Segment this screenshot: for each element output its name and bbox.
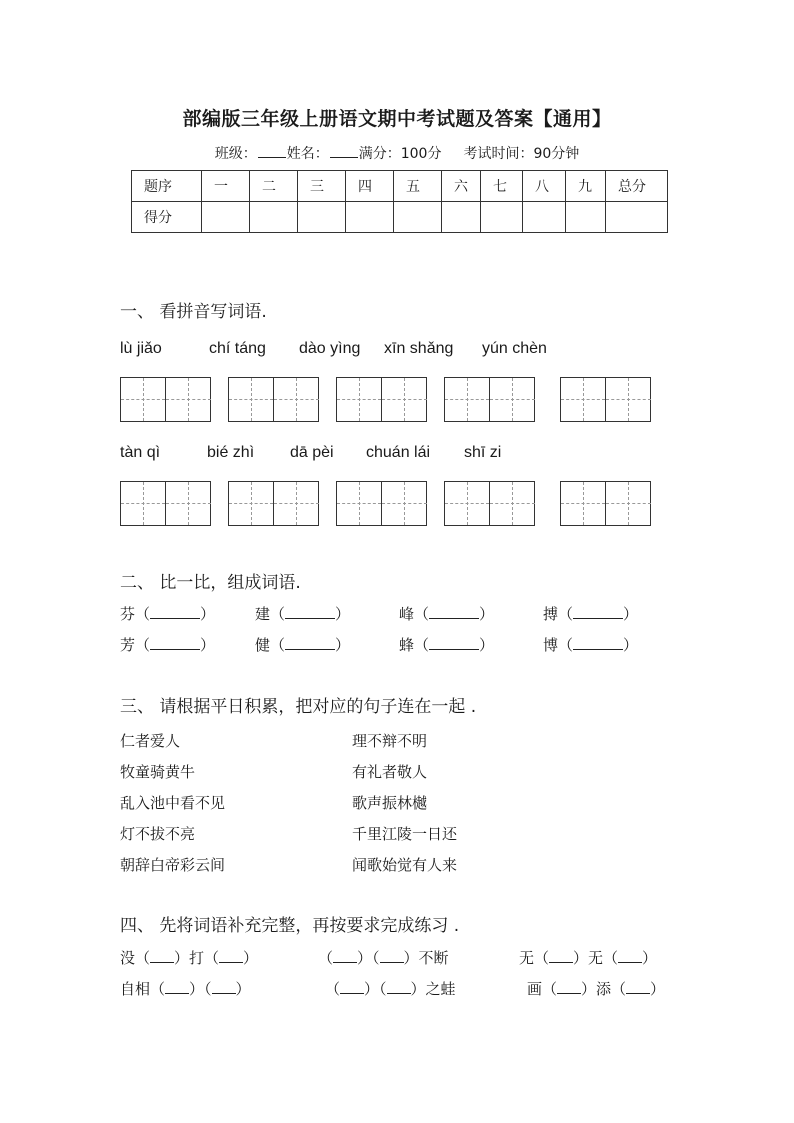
score-table — [131, 170, 668, 233]
pinyin-item: lù jiǎo — [120, 340, 162, 357]
score-row-label: 得分 — [132, 202, 202, 233]
pinyin-item: bié zhì — [207, 444, 255, 461]
answer-blank[interactable] — [573, 604, 623, 619]
answer-blank[interactable] — [573, 635, 623, 650]
pinyin-item: dā pèi — [290, 444, 334, 461]
idiom-item: 自相（ ）（ ） — [120, 980, 251, 998]
idiom-item: 没（ ）打（ ） — [120, 949, 259, 967]
compare-item: 博（ ） — [543, 636, 639, 654]
answer-blank[interactable] — [557, 979, 581, 994]
tianzige-box[interactable] — [228, 481, 319, 526]
pinyin-item: dào yìng — [299, 340, 361, 357]
score-cell[interactable] — [523, 202, 566, 233]
answer-blank[interactable] — [626, 979, 650, 994]
pinyin-item: chuán lái — [366, 444, 431, 461]
score-cell[interactable] — [394, 202, 442, 233]
score-table-score-row — [132, 202, 668, 233]
answer-blank[interactable] — [340, 979, 364, 994]
score-header-cell: 总分 — [606, 171, 668, 202]
match-left-item[interactable]: 牧童骑黄牛 — [120, 763, 196, 781]
compare-item: 芬（ ） — [120, 605, 216, 623]
match-right-item[interactable]: 歌声振林樾 — [352, 794, 428, 812]
score-cell[interactable] — [606, 202, 668, 233]
page-title: 部编版三年级上册语文期中考试题及答案【通用】 — [182, 108, 612, 130]
match-left-item[interactable]: 乱入池中看不见 — [120, 794, 226, 812]
answer-blank[interactable] — [285, 635, 335, 650]
score-table-header-row — [132, 171, 668, 202]
score-header-cell: 七 — [481, 171, 523, 202]
answer-blank[interactable] — [380, 948, 404, 963]
score-header-cell: 题序 — [132, 171, 202, 202]
pinyin-item: shī zi — [464, 444, 502, 461]
name-blank[interactable] — [330, 144, 358, 158]
match-left-item[interactable]: 朝辞白帝彩云间 — [120, 856, 226, 874]
tianzige-box[interactable] — [444, 377, 535, 422]
idiom-item: （ ）（ ）不断 — [318, 949, 449, 967]
exam-info-line — [0, 143, 794, 163]
compare-item: 峰（ ） — [399, 605, 495, 623]
score-cell[interactable] — [202, 202, 250, 233]
answer-blank[interactable] — [333, 948, 357, 963]
compare-item: 搏（ ） — [543, 605, 639, 623]
tianzige-box[interactable] — [560, 377, 651, 422]
pinyin-item: tàn qì — [120, 444, 161, 461]
match-right-item[interactable]: 有礼者敬人 — [352, 763, 428, 781]
answer-blank[interactable] — [387, 979, 411, 994]
pinyin-item: xīn shǎng — [384, 340, 454, 357]
tianzige-box[interactable] — [120, 377, 211, 422]
match-right-item[interactable]: 闻歌始觉有人来 — [352, 856, 458, 874]
score-header-cell: 四 — [346, 171, 394, 202]
score-cell[interactable] — [346, 202, 394, 233]
compare-item: 蜂（ ） — [399, 636, 495, 654]
answer-blank[interactable] — [285, 604, 335, 619]
name-label: 姓名： — [286, 146, 329, 162]
section3-heading: 三、 请根据平日积累，把对应的句子连在一起 . — [120, 697, 477, 717]
answer-blank[interactable] — [150, 948, 174, 963]
compare-item: 芳（ ） — [120, 636, 216, 654]
answer-blank[interactable] — [150, 635, 200, 650]
class-label: 班级： — [214, 146, 257, 162]
idiom-item: 无（ ）无（ ） — [519, 949, 658, 967]
score-cell[interactable] — [566, 202, 606, 233]
section2-heading: 二、 比一比，组成词语. — [120, 573, 301, 593]
tianzige-box[interactable] — [560, 481, 651, 526]
pinyin-row-2 — [0, 444, 794, 466]
answer-blank[interactable] — [219, 948, 243, 963]
answer-blank[interactable] — [212, 979, 236, 994]
score-header-cell: 一 — [202, 171, 250, 202]
exam-time-label: 考试时间：90分钟 — [463, 146, 580, 162]
compare-item: 健（ ） — [255, 636, 351, 654]
compare-item: 建（ ） — [255, 605, 351, 623]
score-cell[interactable] — [481, 202, 523, 233]
match-right-item[interactable]: 理不辩不明 — [352, 732, 428, 750]
answer-blank[interactable] — [549, 948, 573, 963]
tianzige-box[interactable] — [444, 481, 535, 526]
pinyin-item: yún chèn — [482, 340, 547, 357]
match-left-item[interactable]: 灯不拔不亮 — [120, 825, 196, 843]
pinyin-item: chí táng — [209, 340, 266, 357]
score-header-cell: 八 — [523, 171, 566, 202]
section1-heading: 一、 看拼音写词语. — [120, 302, 267, 322]
tianzige-box[interactable] — [336, 481, 427, 526]
score-cell[interactable] — [250, 202, 298, 233]
match-right-item[interactable]: 千里江陵一日还 — [352, 825, 458, 843]
score-header-cell: 六 — [442, 171, 481, 202]
answer-blank[interactable] — [618, 948, 642, 963]
pinyin-row-1 — [0, 340, 794, 362]
section4-heading: 四、 先将词语补充完整，再按要求完成练习 . — [120, 916, 460, 936]
answer-blank[interactable] — [429, 604, 479, 619]
score-header-cell: 五 — [394, 171, 442, 202]
tianzige-box[interactable] — [336, 377, 427, 422]
answer-blank[interactable] — [150, 604, 200, 619]
score-header-cell: 三 — [298, 171, 346, 202]
idiom-item: 画（ ）添（ ） — [527, 980, 666, 998]
idiom-item: （ ）（ ）之蛙 — [325, 980, 456, 998]
tianzige-box[interactable] — [120, 481, 211, 526]
match-left-item[interactable]: 仁者爱人 — [120, 732, 181, 750]
score-cell[interactable] — [298, 202, 346, 233]
score-cell[interactable] — [442, 202, 481, 233]
answer-blank[interactable] — [429, 635, 479, 650]
class-blank[interactable] — [258, 144, 286, 158]
full-score-label: 满分：100分 — [358, 146, 442, 162]
score-header-cell: 二 — [250, 171, 298, 202]
score-header-cell: 九 — [566, 171, 606, 202]
answer-blank[interactable] — [165, 979, 189, 994]
tianzige-box[interactable] — [228, 377, 319, 422]
